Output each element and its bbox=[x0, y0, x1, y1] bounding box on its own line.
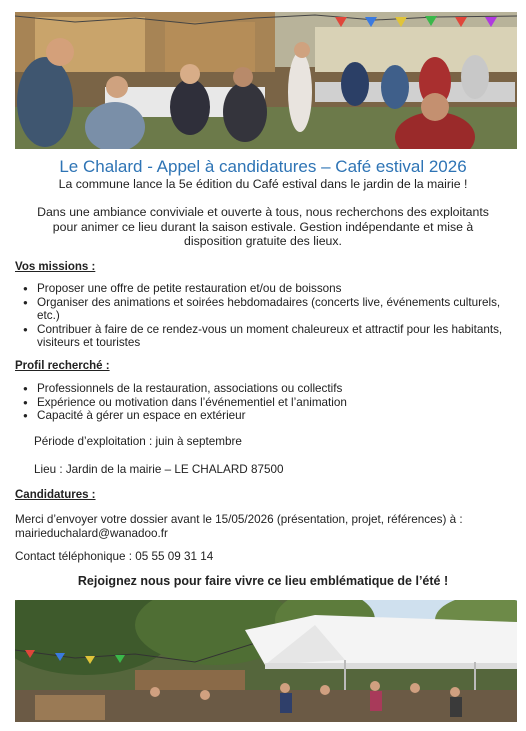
list-item: ● Contribuer à faire de ce rendez-vous un moment chaleureux et attractif pour les habitants, visiteurs et touristes bbox=[15, 323, 515, 350]
photo-top-cafe-crowd bbox=[15, 12, 517, 149]
lieu-text: Lieu : Jardin de la mairie – LE CHALARD 87500 bbox=[34, 463, 284, 476]
candidatures-heading: Candidatures : bbox=[15, 489, 96, 501]
email-link[interactable]: mairieduchalard@wanadoo.fr bbox=[15, 527, 168, 540]
intro-paragraph: Dans une ambiance conviviale et ouverte à tous, nous recherchons des exploitants pour animer ce lieu durant la saison estivale. Gestion indépendante et mise à disposition gratuite des lieux. bbox=[37, 205, 489, 248]
candidatures-text: Merci d’envoyer votre dossier avant le 15/05/2026 (présentation, projet, références) à : bbox=[15, 513, 463, 526]
page-title: Le Chalard - Appel à candidatures – Café estival 2026 bbox=[59, 157, 467, 176]
list-item: ● Organiser des animations et soirées hebdomadaires (concerts live, événements culturels, etc.) bbox=[15, 296, 515, 323]
profil-list bbox=[15, 382, 515, 423]
missions-list bbox=[15, 282, 515, 350]
profil-heading: Profil recherché : bbox=[15, 360, 110, 372]
list-item: ● Professionnels de la restauration, associations ou collectifs bbox=[15, 382, 515, 396]
photo-bottom-garden-tent bbox=[15, 600, 517, 722]
list-item: ● Expérience ou motivation dans l’événementiel et l’animation bbox=[15, 396, 515, 410]
missions-heading: Vos missions : bbox=[15, 261, 96, 273]
list-item: ● Proposer une offre de petite restauration et/ou de boissons bbox=[15, 282, 515, 296]
list-item: ● Capacité à gérer un espace en extérieur bbox=[15, 409, 515, 423]
closing-call: Rejoignez nous pour faire vivre ce lieu emblématique de l’été ! bbox=[77, 574, 449, 588]
lead-text: La commune lance la 5e édition du Café estival dans le jardin de la mairie ! bbox=[58, 177, 468, 191]
periode-text: Période d’exploitation : juin à septembre bbox=[34, 435, 242, 448]
contact-phone: Contact téléphonique : 05 55 09 31 14 bbox=[15, 550, 214, 563]
